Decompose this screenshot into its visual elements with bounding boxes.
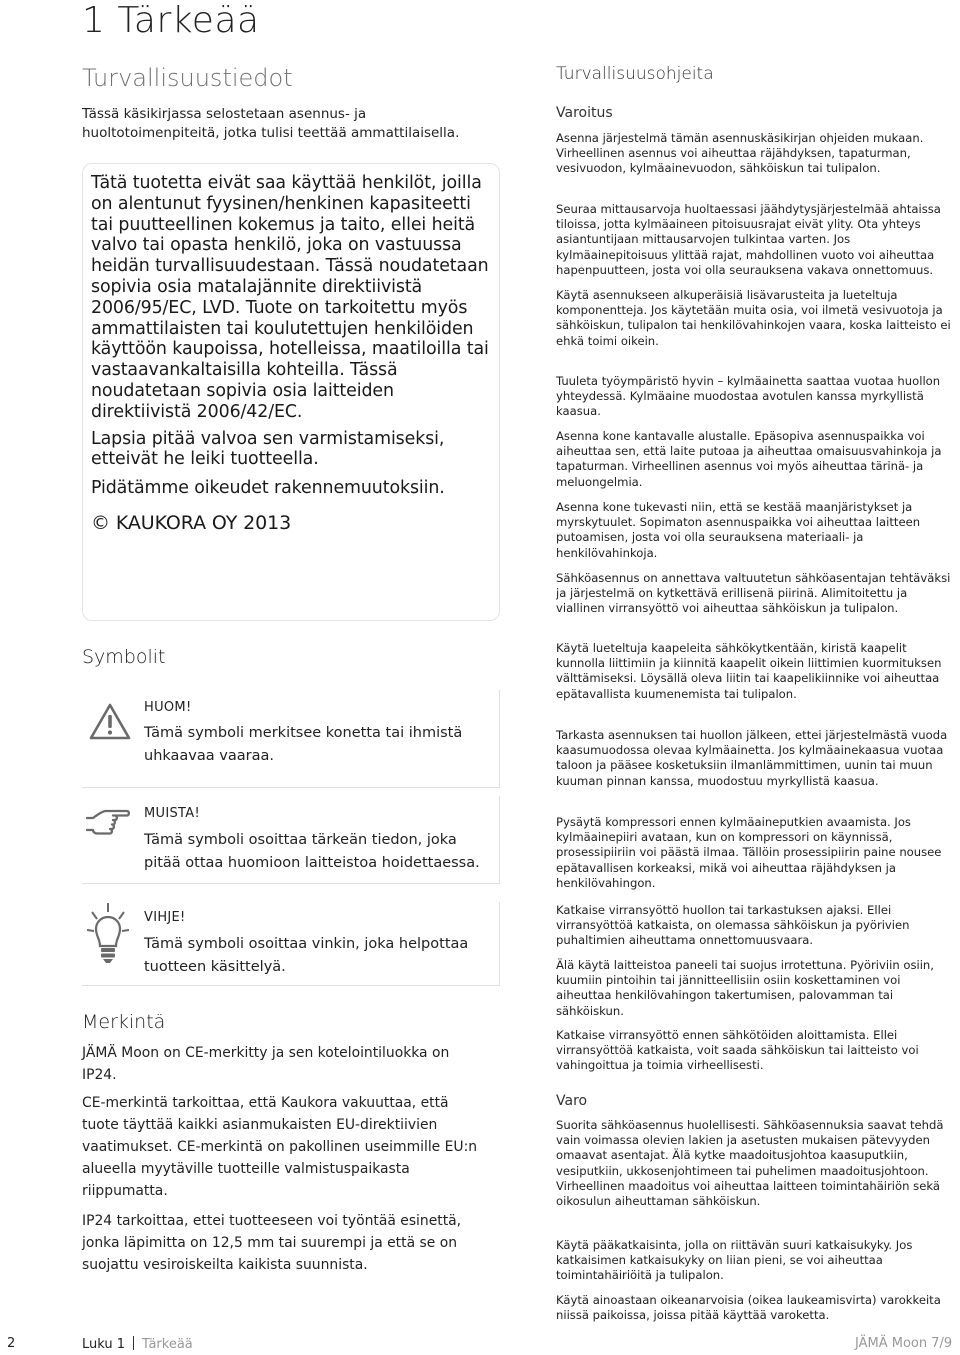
- symbol-label-muista: MUISTA!: [144, 806, 200, 821]
- symbol-box-remember: [82, 796, 500, 884]
- safety-intro: Tässä käsikirjassa selostetaan asennus- ja huoltotoimenpiteitä, jotka tulisi teettää ammattilaisella.: [82, 106, 460, 141]
- light-bulb-icon: [86, 902, 130, 972]
- info-box-paragraph-2: Lapsia pitää valvoa sen varmistamiseksi, etteivät he leiki tuotteella.: [91, 428, 445, 470]
- warning-paragraph: Käytä asennukseen alkuperäisiä lisävarusteita ja lueteltuja komponentteja. Jos käytetään muita osia, voi ilmetä vesivuotoja ja sähköiskun, tulipalon tai henkilövahinkojen vaara, koska laitteisto ei ehkä toimi oikein.: [556, 288, 951, 348]
- symbols-title: Symbolit: [82, 646, 166, 668]
- chapter-title: 1 Tärkeää: [82, 0, 260, 41]
- safety-section-title: Turvallisuustiedot: [82, 64, 293, 92]
- caution-paragraph: Käytä pääkatkaisinta, jolla on riittävän suuri katkaisukyky. Jos katkaisimen katkaisukyky on liian pieni, se voi aiheuttaa toimintahäiriöitä ja tulipalon.: [556, 1238, 913, 1283]
- instructions-title: Turvallisuusohjeita: [556, 64, 714, 84]
- safety-info-box: [82, 163, 500, 621]
- copyright-notice: © KAUKORA OY 2013: [91, 511, 292, 534]
- warning-paragraph: Asenna kone kantavalle alustalle. Epäsopiva asennuspaikka voi aiheuttaa sen, että laite putoaa ja aiheuttaa omaisuusvahinkoja ja tapaturman. Virheellinen asennus voi myös aiheuttaa tärinä- ja meluongelmia.: [556, 429, 942, 489]
- warning-paragraph: Katkaise virransyöttö huollon tai tarkastuksen ajaksi. Ellei virransyöttöä katkaista, on olemassa sähköiskun ja pyörivien puhaltimien aiheuttama onnettomuusvaara.: [556, 903, 910, 948]
- symbol-label-huom: HUOM!: [144, 700, 192, 715]
- caution-subtitle: Varo: [556, 1093, 588, 1109]
- symbol-box-tip: [82, 902, 500, 986]
- warning-paragraph: Käytä lueteltuja kaapeleita sähkökytkentään, kiristä kaapelit kunnolla liittimiin ja kiinnitä kaapelit oikein liittimien kuormituksen välttämiseksi. Löysällä oleva liitin tai kaapelikiinnike voi aiheuttaa epätavallista kuumenemista tai tulipalon.: [556, 641, 942, 701]
- warning-paragraph: Seuraa mittausarvoja huoltaessasi jäähdytysjärjestelmää ahtaissa tiloissa, jotta kylmäaineen pitoisuusrajat eivät ylity. Ota yhteys asiantuntijaan mittausarvojen tulkintaa varten. Jos kylmäainepitoisuus ylittää rajat, mahdollinen vuoto voi aiheuttaa hapenpuutteen, josta voi olla seurauksena vakava onnettomuus.: [556, 202, 941, 277]
- warning-paragraph: Asenna kone tukevasti niin, että se kestää maanjäristykset ja myrskytuulet. Sopimaton asennuspaikka voi aiheuttaa laitteen putoamisen, josta voi olla seurauksena materiaali- ja henkilövahinkoja.: [556, 500, 921, 560]
- caution-paragraph: Käytä ainoastaan oikeanarvoisia (oikea laukeamisvirta) varokkeita niissä paikoissa, joissa pitää käyttää varoketta.: [556, 1293, 941, 1323]
- marking-title: Merkintä: [82, 1011, 166, 1033]
- pointing-hand-icon: [85, 808, 131, 842]
- symbol-label-vihje: VIHJE!: [144, 910, 186, 925]
- symbol-text-huom: Tämä symboli merkitsee konetta tai ihmistä uhkaavaa vaaraa.: [144, 725, 463, 764]
- page-number: 2: [7, 1336, 16, 1351]
- info-box-paragraph-1: Tätä tuotetta eivät saa käyttää henkilöt, joilla on alentunut fyysinen/henkinen kapasiteetti tai puutteellinen kokemus ja taito, ellei heitä valvo tai opasta henkilö, joka on vastuussa heidän turvallisuudestaan. Tässä noudatetaan sopivia osia matalajännite direktiivistä 2006/95/EC, LVD. Tuote on tarkoitettu myös ammattilaisten tai koulutettujen henkilöiden käyttöön kaupoissa, hotelleissa, maatiloilla tai vastaavankaltaisilla kohteilla. Tässä noudatetaan sopivia osia laitteiden direktiivistä 2006/42/EC.: [91, 173, 489, 422]
- footer-chapter-title: Tärkeää: [142, 1337, 193, 1352]
- footer-product: JÄMÄ Moon 7/9: [855, 1336, 953, 1351]
- warning-paragraph: Tarkasta asennuksen tai huollon jälkeen, ettei järjestelmästä vuoda kaasumuodossa olevaa kylmäainetta. Jos kylmäainekaasua vuotaa taloon ja pääsee kosketuksiin ilmanlämmittimen, uunin tai muun kuuman pinnan kanssa, muodostuu myrkyllistä kaasua.: [556, 728, 948, 788]
- footer-chapter-label: Luku 1: [82, 1337, 126, 1352]
- warning-paragraph: Katkaise virransyöttö ennen sähkötöiden aloittamista. Ellei virransyöttöä katkaista, voit saada sähköiskun tai laitteisto voi vahingoittua ja toimia virheellisesti.: [556, 1028, 919, 1073]
- marking-paragraph-3: IP24 tarkoittaa, ettei tuotteeseen voi työntää esinettä, jonka läpimitta on 12,5 mm tai suurempi ja että se on suojattu vesiroiskeilta kaikista suunnista.: [82, 1213, 462, 1273]
- warning-paragraph: Asenna järjestelmä tämän asennuskäsikirjan ohjeiden mukaan. Virheellinen asennus voi aiheuttaa räjähdyksen, tapaturman, vesivuodon, kylmäainevuodon, sähköiskun tai tulipalon.: [556, 131, 924, 176]
- warning-triangle-icon: [88, 702, 132, 746]
- warning-paragraph: Tuuleta työympäristö hyvin – kylmäainetta saattaa vuotaa huollon yhteydessä. Kylmäaine muodostaa avotulen kanssa myrkyllistä kaasua.: [556, 374, 941, 419]
- info-box-paragraph-3: Pidätämme oikeudet rakennemuutoksiin.: [91, 478, 445, 499]
- marking-paragraph-2: CE-merkintä tarkoittaa, että Kaukora vakuuttaa, että tuote täyttää kaikki asianmukaisten EU-direktiivien vaatimukset. CE-merkintä on pakollinen useimmille EU:n alueella myytäville tuotteille valmistuspaikasta riippumatta.: [82, 1095, 478, 1199]
- caution-paragraph: Suorita sähköasennus huolellisesti. Sähköasennuksia saavat tehdä vain voimassa olevien lakien ja asetusten mukaisen pätevyyden omaavat asentajat. Älä kytke maadoitusjohtoa kaasuputkiin, vesiputkiin, ukkosenjohtimeen tai puhelimen maadoitusjohtoon. Virheellinen maadoitus voi aiheuttaa laitteen toimintahäiriön sekä oikosulun aiheuttaman sähköiskun.: [556, 1118, 944, 1209]
- warning-paragraph: Älä käytä laitteistoa paneeli tai suojus irrotettuna. Pyöriviin osiin, kuumiin pintoihin tai jännitteellisiin osiin koskettaminen voi aiheuttaa henkilövahingon takertumisen, palovamman tai sähköiskun.: [556, 958, 934, 1018]
- symbol-text-vihje: Tämä symboli osoittaa vinkin, joka helpottaa tuotteen käsittelyä.: [144, 936, 469, 975]
- warning-paragraph: Sähköasennus on annettava valtuutetun sähköasentajan tehtäväksi ja järjestelmä on kytkettävä erillisenä piirinä. Alimitoitettu ja viallinen virransyöttö voi aiheuttaa sähköiskun ja tulipalon.: [556, 571, 951, 616]
- footer-chapter: [82, 1336, 193, 1352]
- symbol-text-muista: Tämä symboli osoittaa tärkeän tiedon, joka pitää ottaa huomioon laitteistoa hoidettaessa.: [144, 832, 480, 871]
- warning-paragraph: Pysäytä kompressori ennen kylmäaineputkien avaamista. Jos kylmäainepiiri avataan, kun on kompressori on käynnissä, prosessipiiriin voi päästä ilmaa. Tällöin prosessipiirin paine nousee epätavallisen korkeaksi, mikä voi aiheuttaa räjähdyksen ja henkilövahingon.: [556, 815, 942, 890]
- symbol-box-warning: [82, 690, 500, 788]
- marking-paragraph-1: JÄMÄ Moon on CE-merkitty ja sen kotelointiluokka on IP24.: [82, 1045, 450, 1083]
- warning-subtitle: Varoitus: [556, 105, 613, 121]
- footer-separator: [133, 1336, 134, 1350]
